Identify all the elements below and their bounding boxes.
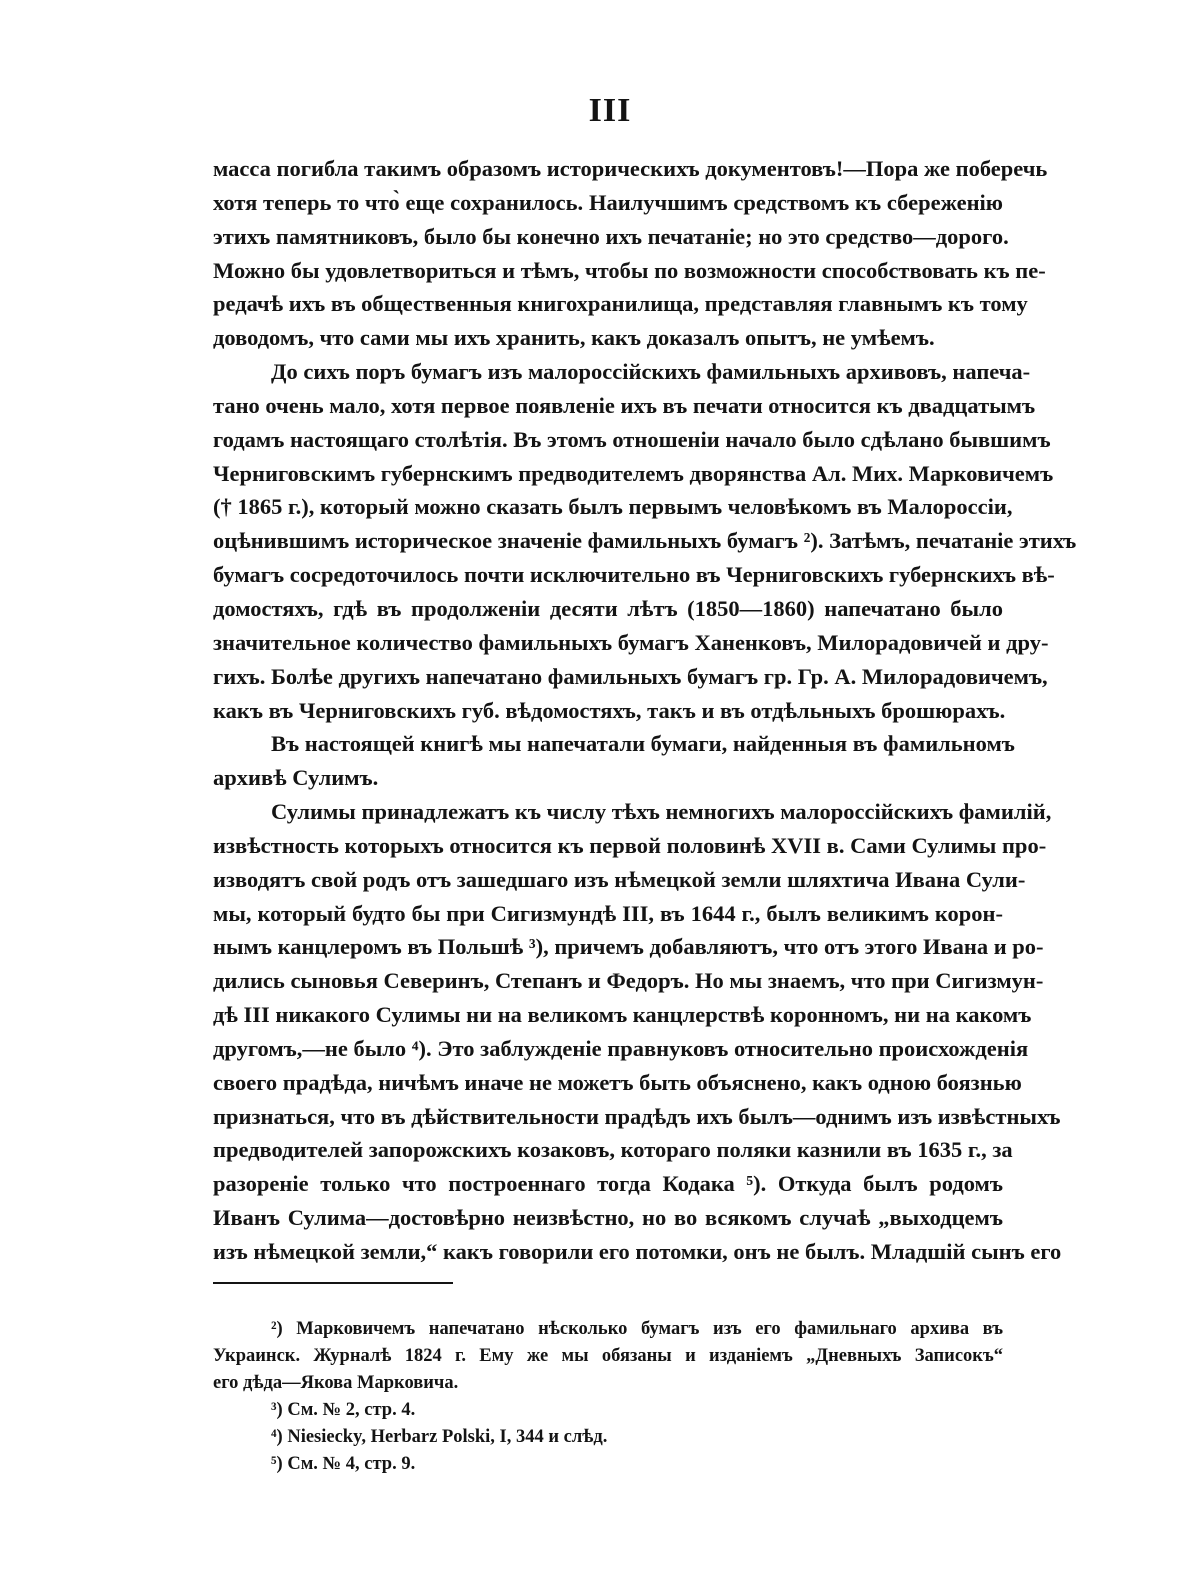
- text-line: домостяхъ, гдѣ въ продолженіи десяти лѣтъ (1850—1860) напечатано было: [213, 595, 1003, 621]
- text-line: значительное количество фамильныхъ бумагъ Ханенковъ, Милорадовичей и дру-: [213, 629, 1049, 655]
- text-line: признаться, что въ дѣйствительности прадѣдъ ихъ былъ—однимъ изъ извѣстныхъ: [213, 1103, 1061, 1129]
- text-line: Въ настоящей книгѣ мы напечатали бумаги, найденныя въ фамильномъ: [271, 731, 1015, 757]
- text-line: Сулимы принадлежатъ къ числу тѣхъ немногихъ малороссійскихъ фамилій,: [271, 799, 1052, 825]
- footnote-line: его дѣда—Якова Марковича.: [213, 1373, 459, 1393]
- main-text: [213, 152, 1077, 1269]
- footnote-line: ³) См. № 2, стр. 4.: [271, 1400, 416, 1420]
- text-line: († 1865 г.), который можно сказать былъ первымъ человѣкомъ въ Малороссіи,: [213, 494, 1013, 520]
- text-line: изъ нѣмецкой земли,“ какъ говорили его потомки, онъ не былъ. Младшій сынъ его: [213, 1239, 1062, 1264]
- text-line: Можно бы удовлетвориться и тѣмъ, чтобы по возможности способствовать къ пе-: [213, 257, 1046, 283]
- text-line: изводятъ свой родъ отъ зашедшаго изъ нѣмецкой земли шляхтича Ивана Сули-: [213, 866, 1026, 892]
- text-line: извѣстность которыхъ относится къ первой половинѣ XVII в. Сами Сулимы про-: [213, 832, 1047, 858]
- text-line: дились сыновья Северинъ, Степанъ и Федоръ. Но мы знаемъ, что при Сигизмун-: [213, 968, 1044, 994]
- text-line: архивѣ Сулимъ.: [213, 765, 379, 791]
- text-line: До сихъ поръ бумагъ изъ малороссійскихъ фамильныхъ архивовъ, напеча-: [271, 359, 1031, 385]
- footnotes: [213, 1316, 1003, 1478]
- text-line: хотя теперь то что̀ еще сохранилось. Наилучшимъ средствомъ къ сбереженію: [213, 189, 1003, 215]
- text-line: своего прадѣда, ничѣмъ иначе не можетъ быть объяснено, какъ одною боязнью: [213, 1069, 1022, 1095]
- footnote-line: ²) Марковичемъ напечатано нѣсколько бумагъ изъ его фамильнаго архива въ: [271, 1319, 1003, 1339]
- page-number: III: [588, 92, 632, 129]
- text-line: масса погибла такимъ образомъ историческихъ документовъ!—Пора же поберечь: [213, 156, 1048, 181]
- text-line: оцѣнившимъ историческое значеніе фамильныхъ бумагъ ²). Затѣмъ, печатаніе этихъ: [213, 528, 1077, 554]
- text-line: разореніе только что построеннаго тогда Кодака ⁵). Откуда былъ родомъ: [213, 1171, 1003, 1197]
- text-line: бумагъ сосредоточилось почти исключительно въ Черниговскихъ губернскихъ вѣ-: [213, 562, 1055, 588]
- text-line: нымъ канцлеромъ въ Польшѣ ³), причемъ добавляютъ, что отъ этого Ивана и ро-: [213, 934, 1044, 960]
- text-line: гихъ. Болѣе другихъ напечатано фамильныхъ бумагъ гр. Гр. А. Милорадовичемъ,: [213, 663, 1048, 689]
- footnote-line: Украинск. Журналѣ 1824 г. Ему же мы обязаны и изданіемъ „Дневныхъ Записокъ“: [213, 1346, 1003, 1366]
- text-line: редачѣ ихъ въ общественныя книгохранилища, представляя главнымъ къ тому: [213, 291, 1028, 317]
- text-line: Черниговскимъ губернскимъ предводителемъ дворянства Ал. Мих. Марковичемъ: [213, 460, 1054, 486]
- footnote-line: ⁴) Niesiecky, Herbarz Polski, I, 344 и слѣд.: [271, 1427, 608, 1447]
- footnote-line: ⁵) См. № 4, стр. 9.: [271, 1454, 416, 1474]
- text-line: Иванъ Сулима—достовѣрно неизвѣстно, но во всякомъ случаѣ „выходцемъ: [213, 1205, 1003, 1231]
- text-line: другомъ,—не было ⁴). Это заблужденіе правнуковъ относительно происхожденія: [213, 1035, 1029, 1061]
- text-line: предводителей запорожскихъ козаковъ, котораго поляки казнили въ 1635 г., за: [213, 1137, 1013, 1163]
- text-line: дѣ III никакого Сулимы ни на великомъ канцлерствѣ коронномъ, ни на какомъ: [213, 1002, 1032, 1028]
- text-line: годамъ настоящаго столѣтія. Въ этомъ отношеніи начало было сдѣлано бывшимъ: [213, 426, 1051, 452]
- text-line: доводомъ, что сами мы ихъ хранить, какъ доказалъ опытъ, не умѣемъ.: [213, 325, 935, 351]
- text-line: мы, который будто бы при Сигизмундѣ III, въ 1644 г., былъ великимъ корон-: [213, 900, 1003, 926]
- footnote-divider: [213, 1282, 453, 1284]
- text-line: этихъ памятниковъ, было бы конечно ихъ печатаніе; но это средство—дорого.: [213, 223, 1009, 249]
- text-line: тано очень мало, хотя первое появленіе ихъ въ печати относится къ двадцатымъ: [213, 392, 1036, 418]
- text-line: какъ въ Черниговскихъ губ. вѣдомостяхъ, такъ и въ отдѣльныхъ брошюрахъ.: [213, 697, 1006, 723]
